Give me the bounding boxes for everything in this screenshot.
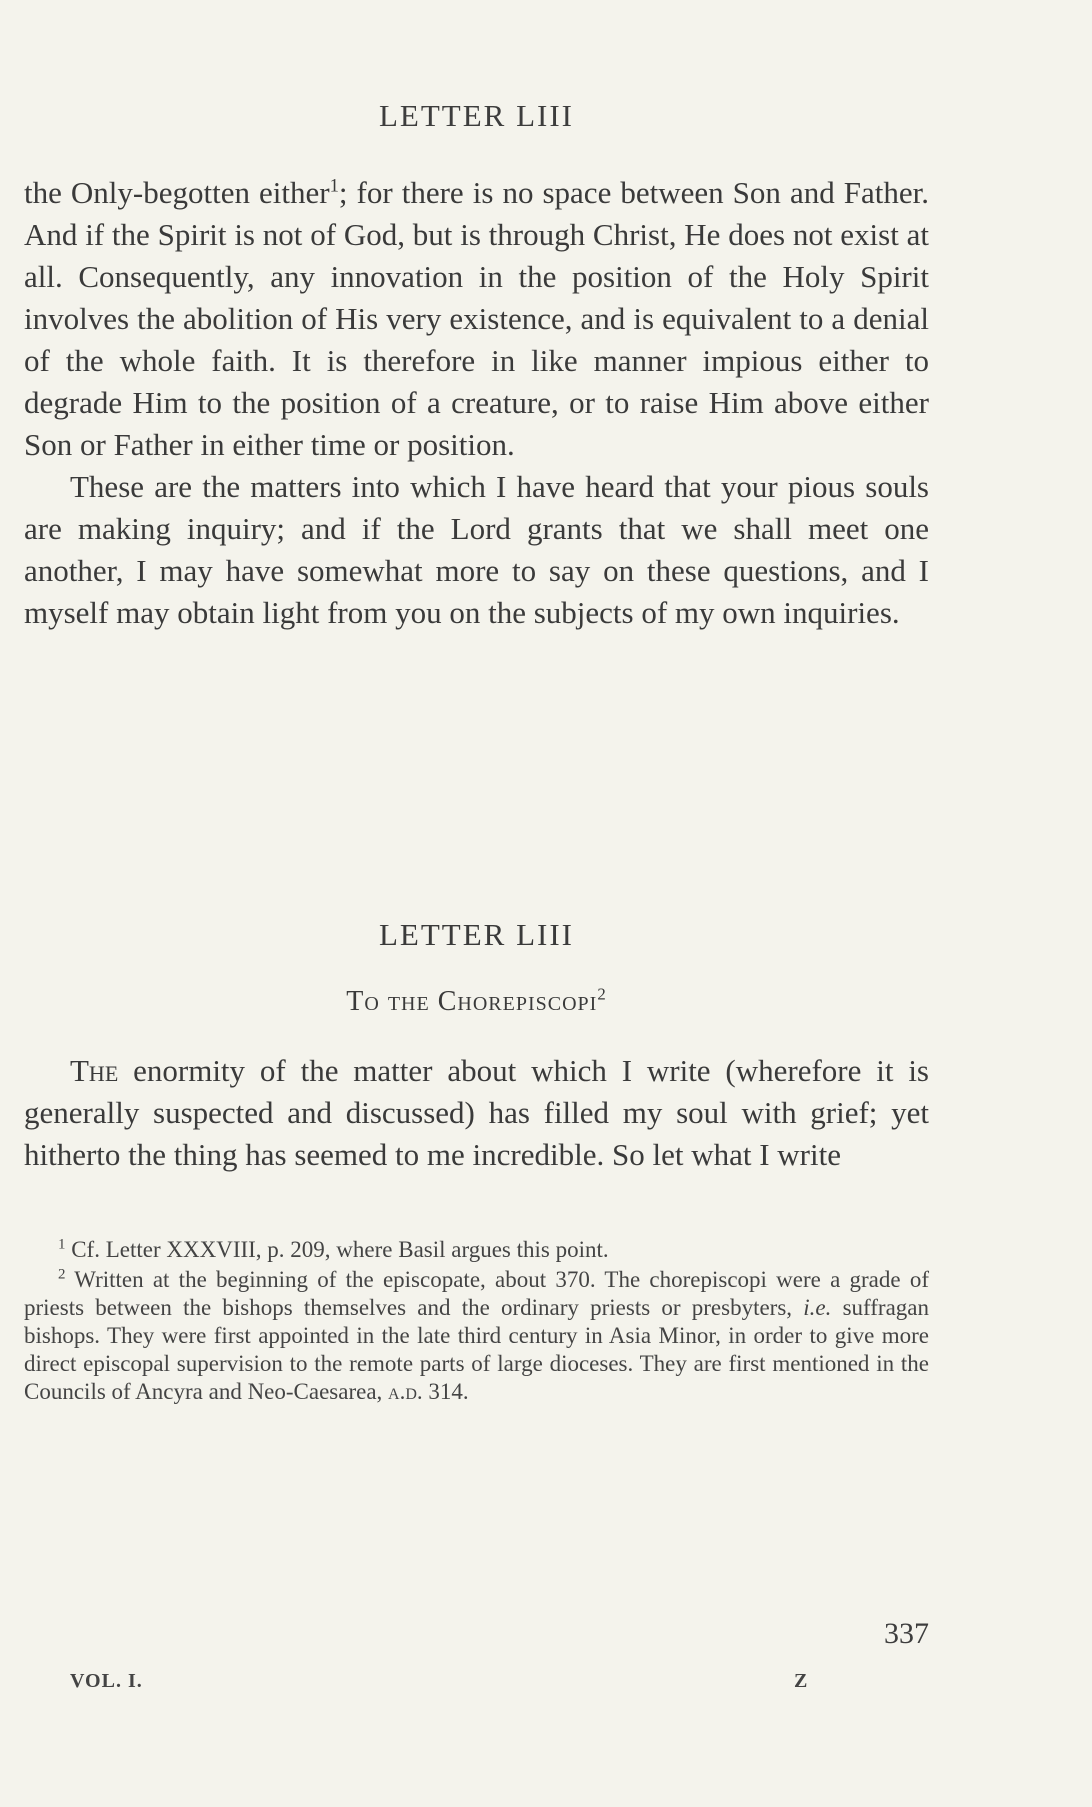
footnote-era: a.d.: [388, 1379, 423, 1404]
paragraph-text: ; for there is no space between Son and Father. And if the Spirit is not of God, but is through Christ, He does not exist at all. Consequently, any innovation in the position of the Holy Spirit involves the abolition of His very existence, and is equivalent to a denial of the whole faith. It is therefore in like manner impious either to degrade Him to the position of a creature, or to raise Him above either Son or Father in either time or position.: [24, 175, 929, 462]
letter-subtitle: [24, 986, 929, 1018]
letter-title: LETTER LIII: [378, 917, 574, 952]
footnote-reference[interactable]: 1: [329, 175, 339, 197]
running-head: LETTER LIII: [378, 98, 574, 133]
paragraph: [24, 172, 929, 466]
paragraph: [24, 1050, 929, 1176]
letter-body: [24, 1050, 929, 1176]
footnote-italic: i.e.: [803, 1295, 832, 1320]
paragraph-text: the Only-begotten either: [24, 175, 330, 210]
signature-volume: VOL. I.: [70, 1670, 143, 1692]
previous-letter-text: [24, 172, 929, 634]
footnote-text: suffragan bishops. They were first appointed in the late third century in Asia Minor, in order to give more direct episcopal supervision to the remote parts of large dioceses. They are first mentioned in the Councils of Ancyra and Neo-Caesarea,: [24, 1295, 929, 1404]
paragraph: These are the matters into which I have heard that your pious souls are making inquiry; and if the Lord grants that we shall meet one another, I may have somewhat more to say on these questions, and I myself may obtain light from you on the subjects of my own inquiries.: [24, 469, 929, 630]
footnote: [24, 1236, 929, 1264]
footnotes: [24, 1236, 929, 1408]
footnote-text: 314.: [422, 1379, 469, 1404]
letter-addressee: To the Chorepiscopi: [346, 986, 598, 1017]
signature-mark: Z: [794, 1670, 808, 1692]
footnote-reference[interactable]: 2: [597, 984, 607, 1004]
footnote: [24, 1266, 929, 1406]
footnote-text: Written at the beginning of the episcopate, about 370. The chorepiscopi were a grade of priests between the bishops themselves and the ordinary priests or presbyters,: [24, 1267, 929, 1320]
opening-word: The: [70, 1053, 119, 1088]
book-page: [24, 0, 929, 1807]
footnote-marker: 1: [58, 1236, 66, 1253]
footnote-marker: 2: [58, 1266, 66, 1283]
paragraph-text: enormity of the matter about which I write (wherefore it is generally suspected and discussed) has filled my soul with grief; yet hitherto the thing has seemed to me incredible. So let what I write: [24, 1053, 929, 1172]
page-number: 337: [884, 1617, 929, 1650]
footnote-text: Cf. Letter XXXVIII, p. 209, where Basil argues this point.: [65, 1237, 609, 1262]
